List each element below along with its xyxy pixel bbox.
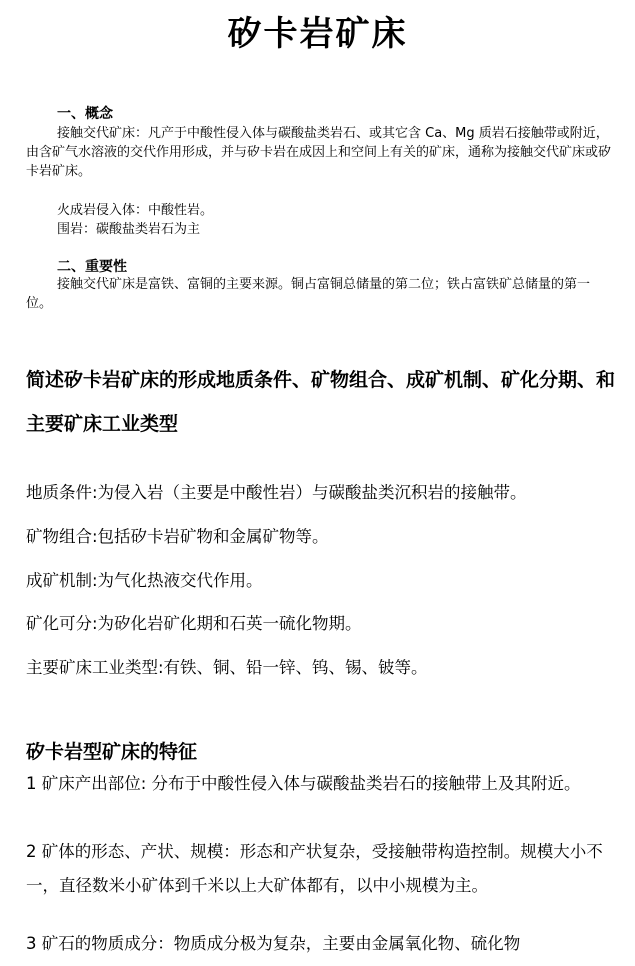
importance-paragraph: 接触交代矿床是富铁、富铜的主要来源。铜占富铜总储量的第二位；铁占富铁矿总储量的第一位。	[26, 277, 591, 311]
stage-line: 矿化可分:为矽化岩矿化期和石英一硫化物期。	[26, 614, 362, 633]
feature-item-1: 1 矿床产出部位: 分布于中酸性侵入体与碳酸盐类岩石的接触带上及其附近。	[26, 774, 581, 793]
condition-line: 地质条件:为侵入岩（主要是中酸性岩）与碳酸盐类沉积岩的接触带。	[26, 483, 527, 502]
mineral-line: 矿物组合:包括矽卡岩矿物和金属矿物等。	[26, 527, 329, 546]
feature-item-2: 2 矿体的形态、产状、规模：形态和产状复杂，受接触带构造控制。规模大小不一，直径数米小矿体到千米以上大矿体都有，以中小规模为主。	[26, 842, 603, 895]
feature-item-3: 3 矿石的物质成分：物质成分极为复杂，主要由金属氧化物、硫化物	[26, 934, 521, 953]
question-heading: 简述矽卡岩矿床的形成地质条件、矿物组合、成矿机制、矿化分期、和主要矿床工业类型	[26, 369, 616, 435]
intrusion-line: 火成岩侵入体：中酸性岩。	[57, 203, 214, 218]
wallrock-line: 围岩：碳酸盐类岩石为主	[57, 222, 201, 237]
industrial-type-line: 主要矿床工业类型:有铁、铜、铅一锌、钨、锡、铍等。	[26, 658, 428, 677]
document-title: 矽卡岩矿床	[227, 14, 408, 54]
mechanism-line: 成矿机制:为气化热液交代作用。	[26, 571, 263, 590]
features-heading: 矽卡岩型矿床的特征	[26, 741, 198, 763]
section-heading-concept: 一、概念	[57, 106, 113, 122]
concept-paragraph: 接触交代矿床：凡产于中酸性侵入体与碳酸盐类岩石、或其它含 Ca、Mg 质岩石接触带或附近，由含矿气水溶液的交代作用形成，并与矽卡岩在成因上和空间上有关的矿床，通称为接触交代矿床或矽卡岩矿床。	[26, 126, 612, 179]
section-heading-importance: 二、重要性	[57, 259, 127, 275]
